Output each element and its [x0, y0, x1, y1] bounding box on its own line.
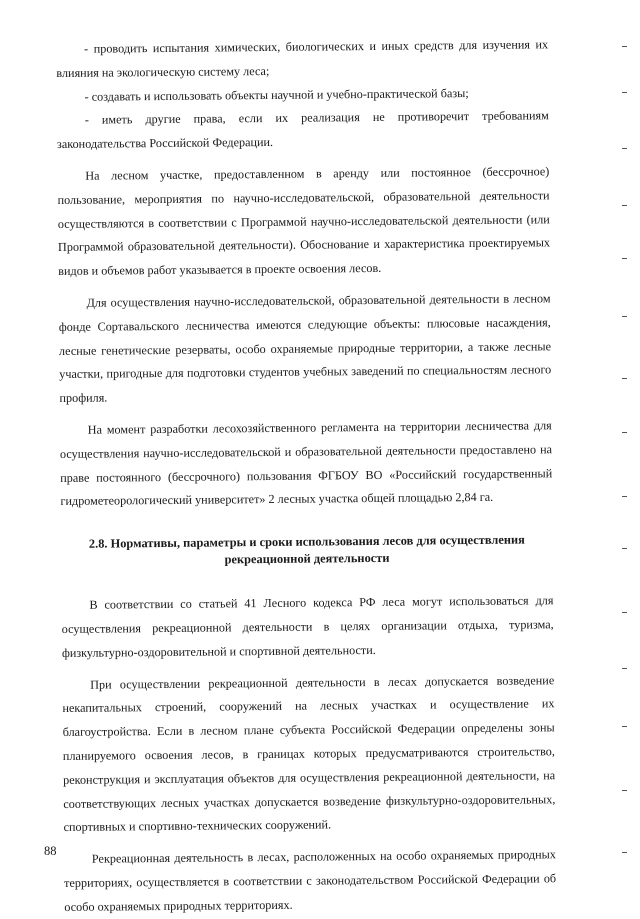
list-item: - проводить испытания химических, биологических и иных средств для изучения их влияния на экологическую систему леса;: [56, 37, 549, 80]
section-heading-line: рекреационной деятельности: [224, 550, 390, 567]
paragraph: Рекреационная деятельность в лесах, расположенных на особо охраняемых природных территориях, осуществляется в соответствии с законодательством Российской Федерации об особо охраняемых природных территориях.: [64, 847, 557, 914]
list-item: - создавать и использовать объекты научной и учебно-практической базы;: [84, 85, 469, 104]
paragraph: На момент разработки лесохозяйственного регламента на территории лесничества для осуществления научно-исследовательской и образовательной деятельности предоставлено на праве постоянного (бессрочного) пользования ФГБОУ ВО «Российский государственный гидрометеорологический университет» 2 лесных участка общей площадью 2,84 га.: [59, 418, 553, 509]
scan-edge-mark: [622, 668, 627, 669]
scan-edge-mark: [622, 790, 627, 791]
section-heading: [61, 531, 553, 570]
scan-edge-mark: [622, 316, 627, 317]
section-heading-line: 2.8. Нормативы, параметры и сроки использования лесов для осуществления: [88, 532, 525, 551]
scan-edge-mark: [622, 258, 627, 259]
page-number: 88: [44, 844, 57, 858]
list-item: - иметь другие права, если их реализация не противоречит требованиям законодательства Российской Федерации.: [56, 108, 549, 152]
paragraph: При осуществлении рекреационной деятельности в лесах допускается возведение некапитальных строений, сооружений на лесных участках и осуществление их благоустройства. Если в лесном плане субъекта Российской Федерации определены зоны планируемого освоения лесов, в границах которых предусматриваются строительство, реконструкция и эксплуатация объектов для осуществления рекреационной деятельности, на соответствующих лесных участках допускается возведение физкультурно-оздоровительных, спортивных и спортивно-технических сооружений.: [62, 672, 556, 835]
scan-edge-mark: [622, 612, 627, 613]
page-body: [56, 33, 556, 919]
scan-edge-mark: [622, 148, 627, 149]
paragraph: На лесном участке, предоставленном в аренду или постоянное (бессрочное) пользование, мероприятия по научно-исследовательской, образовательной деятельности осуществляются в соответствии с Программой научно-исследовательской деятельности (или Программой образовательной деятельности). Обоснование и характеристика проектируемых видов и объемов работ указывается в проекте освоения лесов.: [57, 164, 551, 279]
scan-edge-mark: [622, 432, 627, 433]
paragraph: В соответствии со статьей 41 Лесного кодекса РФ леса могут использоваться для осуществления рекреационной деятельности в целях организации отдыха, туризма, физкультурно-оздоровительной и спортивной деятельности.: [61, 593, 554, 660]
paragraph: Для осуществления научно-исследовательской, образовательной деятельности в лесном фонде Сортавальского лесничества имеются следующие объекты: плюсовые насаждения, лесные генетические резерваты, особо охраняемые природные территории, а также лесные участки, пригодные для подготовки студентов учебных заведений по специальностям лесного профиля.: [58, 291, 552, 406]
scan-edge-mark: [622, 726, 627, 727]
scan-edge-mark: [622, 496, 627, 497]
scan-edge-mark: [622, 852, 627, 853]
scan-edge-mark: [622, 205, 627, 206]
scan-edge-mark: [622, 548, 627, 549]
scan-edge-mark: [622, 92, 627, 93]
scan-edge-mark: [622, 46, 627, 47]
scan-edge-mark: [622, 378, 627, 379]
